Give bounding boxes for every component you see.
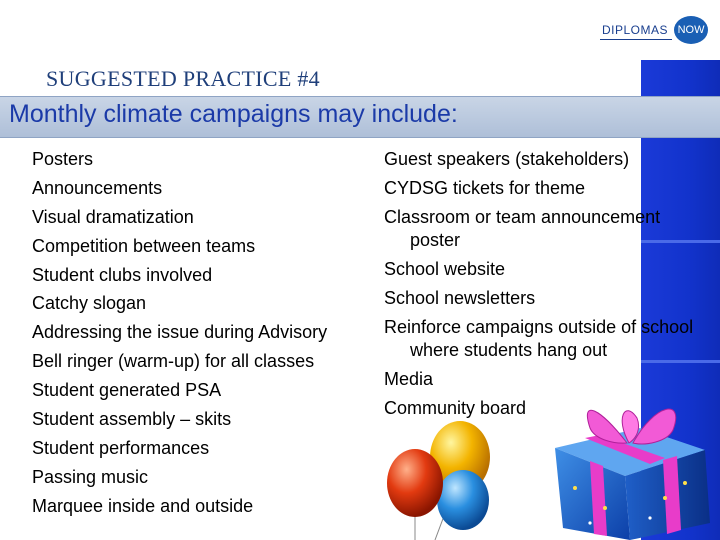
logo-text: DIPLOMAS [600, 21, 672, 40]
list-item-text: Community board [384, 398, 527, 418]
list-item-text: CYDSG tickets for theme [384, 178, 586, 198]
list-item-continuation: where students hang out [410, 340, 608, 360]
list-item: Passing music [32, 466, 149, 487]
list-item: Catchy slogan [32, 293, 147, 314]
balloons-image [375, 405, 515, 540]
list-item-continuation: poster [410, 230, 461, 250]
list-item [384, 206, 720, 252]
list-item [384, 177, 720, 200]
list-item: Visual dramatization [32, 206, 194, 227]
right-list [384, 148, 720, 426]
list-item-text: School newsletters [384, 288, 536, 308]
list-item [384, 316, 720, 362]
left-list [32, 148, 372, 524]
list-item [384, 258, 720, 281]
list-item: Bell ringer (warm-up) for all classes [32, 351, 315, 372]
list-item: Announcements [32, 177, 163, 198]
diplomas-now-logo [600, 16, 708, 44]
list-item-text: School website [384, 259, 506, 279]
list-item: Student performances [32, 437, 210, 458]
list-item-text: Guest speakers (stakeholders) [384, 149, 630, 169]
list-item-text: Reinforce campaigns outside of school [384, 317, 694, 337]
list-item: Student assembly – skits [32, 409, 232, 430]
slide-subtitle: SUGGESTED PRACTICE #4 [46, 66, 320, 91]
list-item [384, 148, 720, 171]
list-item: Marquee inside and outside [32, 495, 254, 516]
list-item: Student generated PSA [32, 380, 222, 401]
list-item-text: Media [384, 369, 434, 389]
logo-badge: NOW [674, 16, 708, 44]
list-item [384, 287, 720, 310]
list-item: Addressing the issue during Advisory [32, 322, 328, 343]
gift-box-image [545, 388, 720, 540]
list-item: Competition between teams [32, 235, 256, 256]
list-item: Student clubs involved [32, 264, 213, 285]
list-item: Posters [32, 149, 94, 169]
slide-title: Monthly climate campaigns may include: [9, 100, 458, 128]
list-item-text: Classroom or team announcement [384, 207, 661, 227]
